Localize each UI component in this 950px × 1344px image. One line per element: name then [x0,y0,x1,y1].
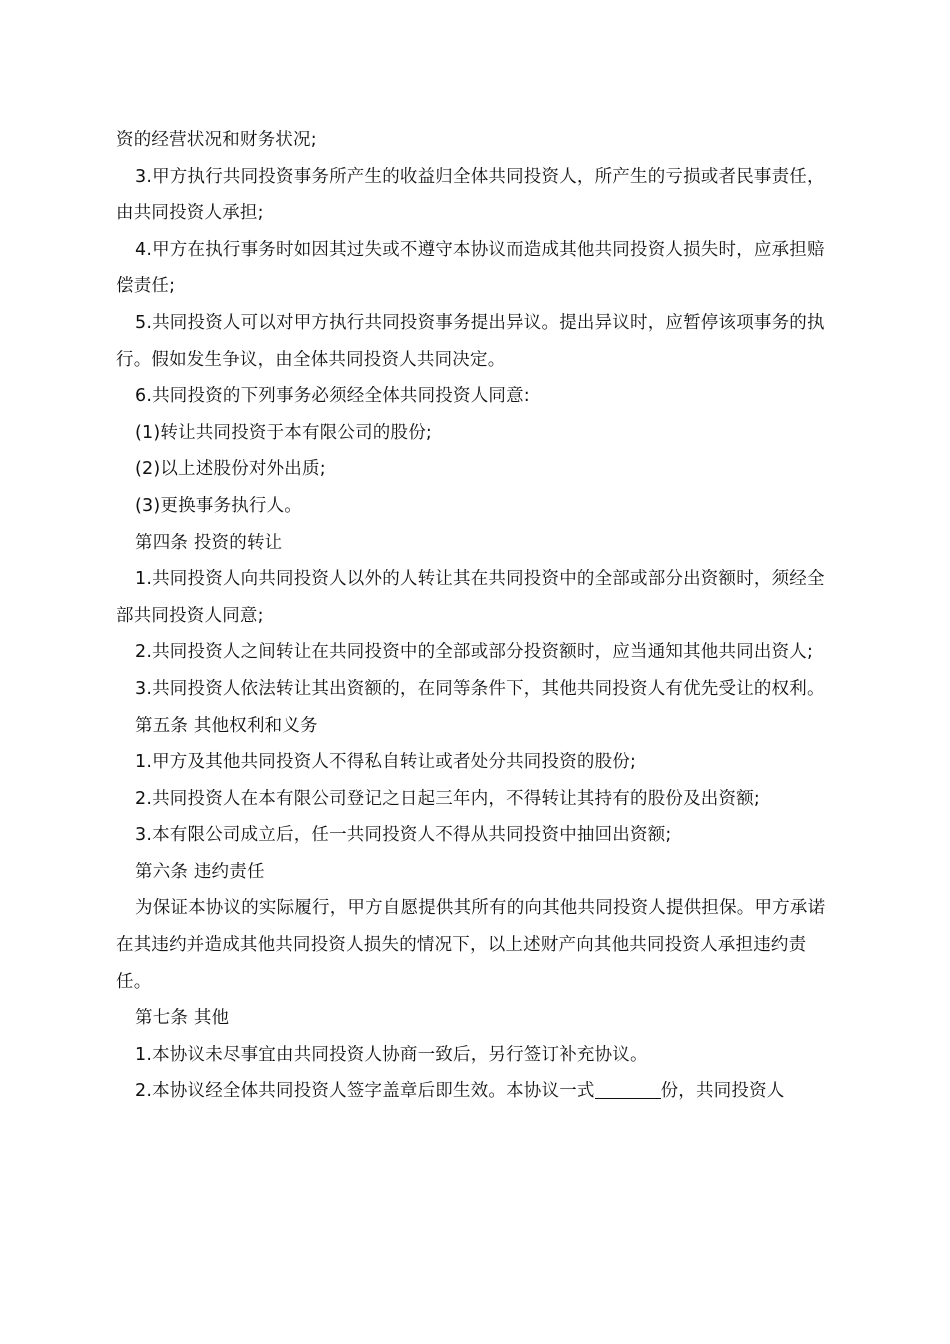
clause-3-6-item-1: (1)转让共同投资于本有限公司的股份; [135,422,432,443]
clause-4-2: 2.共同投资人之间转让在共同投资中的全部或部分投资额时，应当通知其他共同出资人; [135,642,814,663]
clause-3-6-item-3: (3)更换事务执行人。 [135,495,302,516]
clause-3-4: 4.甲方在执行事务时如因其过失或不遵守本协议而造成其他共同投资人损失时，应承担赔偿责任; [116,239,825,297]
clause-5-1: 1.甲方及其他共同投资人不得私自转让或者处分共同投资的股份; [135,752,637,773]
clause-7-2-text-before: 2.本协议经全体共同投资人签字盖章后即生效。本协议一式 [135,1081,595,1102]
clause-7-2 [116,1073,836,1110]
article-6-heading: 第六条 违约责任 [135,861,265,882]
clause-4-1: 1.共同投资人向共同投资人以外的人转让其在共同投资中的全部或部分出资额时，须经全部共同投资人同意; [116,569,825,626]
document-body [116,122,836,1110]
clause-3-6-item-2: (2)以上述股份对外出质; [135,459,326,480]
clause-5-2: 2.共同投资人在本有限公司登记之日起三年内，不得转让其持有的股份及出资额; [135,788,760,809]
clause-3-5: 5.共同投资人可以对甲方执行共同投资事务提出异议。提出异议时，应暂停该项事务的执行。假如发生争议，由全体共同投资人共同决定。 [116,312,825,370]
clause-3-3: 3.甲方执行共同投资事务所产生的收益归全体共同投资人，所产生的亏损或者民事责任，由共同投资人承担; [116,166,825,224]
copies-blank-field [595,1080,661,1099]
paragraph-continuation: 资的经营状况和财务状况; [116,130,317,150]
clause-3-6: 6.共同投资的下列事务必须经全体共同投资人同意: [135,386,530,407]
clause-7-1: 1.本协议未尽事宜由共同投资人协商一致后，另行签订补充协议。 [135,1044,648,1065]
article-5-heading: 第五条 其他权利和义务 [135,715,318,736]
clause-4-3: 3.共同投资人依法转让其出资额的，在同等条件下，其他共同投资人有优先受让的权利。 [135,678,825,699]
clause-7-2-text-after: 份，共同投资人 [660,1081,785,1102]
clause-6-body: 为保证本协议的实际履行，甲方自愿提供其所有的向其他共同投资人提供担保。甲方承诺在其违约并造成其他共同投资人损失的情况下，以上述财产向其他共同投资人承担违约责任。 [116,898,826,992]
article-7-heading: 第七条 其他 [135,1008,230,1029]
clause-5-3: 3.本有限公司成立后，任一共同投资人不得从共同投资中抽回出资额; [135,825,672,846]
article-4-heading: 第四条 投资的转让 [135,532,283,553]
